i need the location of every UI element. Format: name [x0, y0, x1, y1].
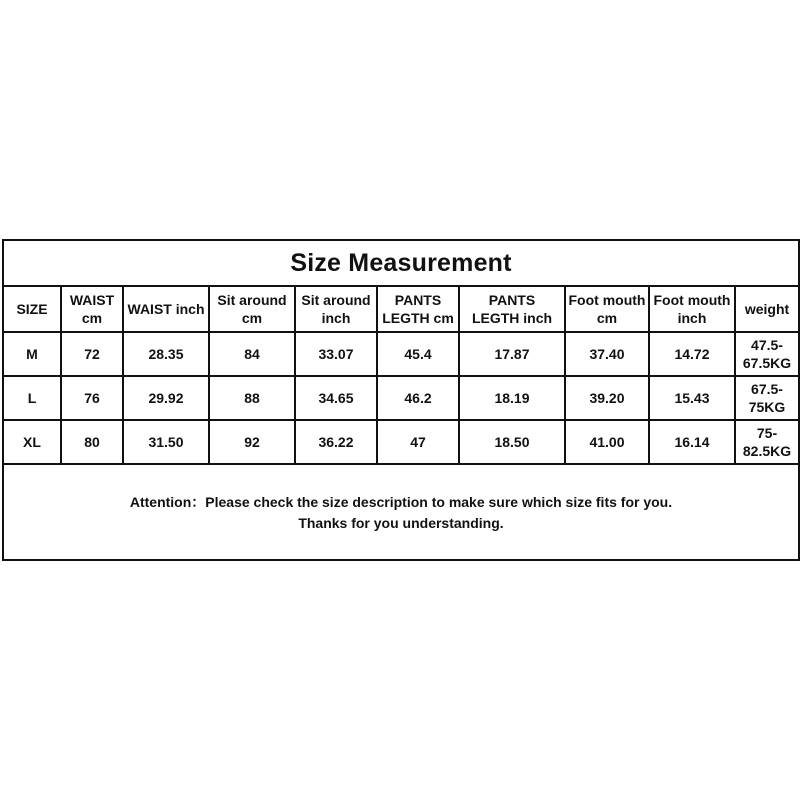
- table-cell: 92: [209, 420, 295, 464]
- table-cell: 31.50: [123, 420, 209, 464]
- header-weight: weight: [735, 286, 798, 332]
- table-cell: 45.4: [377, 332, 459, 376]
- table-row: [4, 332, 798, 376]
- table-cell: 17.87: [459, 332, 565, 376]
- header-foot-mouth-inch: Foot mouth inch: [649, 286, 735, 332]
- header-row: [4, 286, 798, 332]
- chart-title: Size Measurement: [290, 248, 512, 277]
- table-cell: 39.20: [565, 376, 649, 420]
- table-cell: 76: [61, 376, 123, 420]
- size-table: [4, 285, 798, 465]
- table-cell: 84: [209, 332, 295, 376]
- table-cell: 47: [377, 420, 459, 464]
- table-cell: 28.35: [123, 332, 209, 376]
- table-cell: 72: [61, 332, 123, 376]
- attention-line: Attention：Please check the size description to make sure which size fits for you.: [129, 494, 673, 510]
- table-cell: 29.92: [123, 376, 209, 420]
- header-foot-mouth-cm: Foot mouth cm: [565, 286, 649, 332]
- table-row: [4, 376, 798, 420]
- header-pants-length-cm: PANTS LEGTH cm: [377, 286, 459, 332]
- table-cell: 67.5- 75KG: [735, 376, 798, 420]
- header-size: SIZE: [4, 286, 61, 332]
- attention-note: [4, 471, 798, 559]
- table-cell: 18.50: [459, 420, 565, 464]
- table-cell: 16.14: [649, 420, 735, 464]
- table-cell: 41.00: [565, 420, 649, 464]
- thanks-line: Thanks for you understanding.: [298, 515, 504, 531]
- table-cell: 36.22: [295, 420, 377, 464]
- table-cell: 37.40: [565, 332, 649, 376]
- header-waist-inch: WAIST inch: [123, 286, 209, 332]
- table-cell: 34.65: [295, 376, 377, 420]
- table-cell: L: [4, 376, 61, 420]
- header-sit-around-inch: Sit around inch: [295, 286, 377, 332]
- table-cell: M: [4, 332, 61, 376]
- table-cell: XL: [4, 420, 61, 464]
- header-pants-length-inch: PANTS LEGTH inch: [459, 286, 565, 332]
- header-waist-cm: WAIST cm: [61, 286, 123, 332]
- table-cell: 33.07: [295, 332, 377, 376]
- header-sit-around-cm: Sit around cm: [209, 286, 295, 332]
- table-cell: 80: [61, 420, 123, 464]
- table-cell: 47.5- 67.5KG: [735, 332, 798, 376]
- table-cell: 88: [209, 376, 295, 420]
- table-cell: 14.72: [649, 332, 735, 376]
- table-cell: 75- 82.5KG: [735, 420, 798, 464]
- size-chart-frame: [2, 239, 800, 561]
- table-cell: 18.19: [459, 376, 565, 420]
- table-cell: 15.43: [649, 376, 735, 420]
- table-row: [4, 420, 798, 464]
- table-cell: 46.2: [377, 376, 459, 420]
